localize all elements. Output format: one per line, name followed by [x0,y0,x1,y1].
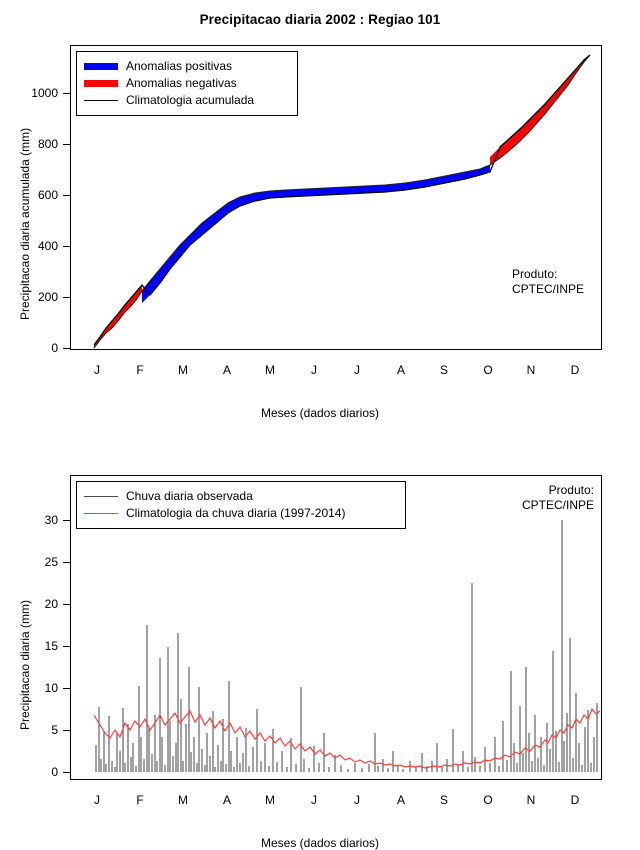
top-xtick-label: J [354,363,360,377]
legend-item-climatologia-chuva-diaria [84,505,396,522]
legend-swatch-red [84,80,118,87]
legend-label: Climatologia acumulada [126,93,255,107]
top-ytick-label: 0 [51,341,58,355]
bottom-ytick-mark [63,688,70,689]
page-title: Precipitacao diaria 2002 : Regiao 101 [199,12,441,27]
bottom-ytick-label: 30 [44,513,58,527]
legend-label: Chuva diaria observada [126,489,253,503]
top-xtick-label: J [94,363,100,377]
top-xtick-label: A [222,363,231,377]
bottom-ytick-label: 10 [44,681,58,695]
bottom-xtick-label: J [311,793,317,807]
legend-swatch-gray [84,496,118,497]
bottom-xtick-label: N [526,793,536,807]
top-ytick-mark [63,93,70,94]
bottom-ytick-label: 20 [44,597,58,611]
top-ytick-mark [63,144,70,145]
bottom-ytick-mark [63,772,70,773]
top-xtick-label: D [570,363,580,377]
bottom-produto-annotation [502,483,594,513]
top-xtick-label: O [483,363,493,377]
top-xtick-label: N [526,363,536,377]
legend-swatch-red [84,513,118,514]
bottom-xtick-label: A [396,793,405,807]
produto-line-2: CPTEC/INPE [521,498,594,512]
legend-item-climatologia-acumulada [84,92,288,109]
bottom-ytick-mark [63,520,70,521]
produto-line-1: Produto: [512,267,558,281]
bottom-xtick-label: M [178,793,188,807]
produto-line-1: Produto: [548,483,594,497]
bottom-ytick-mark [63,646,70,647]
top-xtick-label: F [136,363,144,377]
top-xtick-label: J [311,363,317,377]
top-ytick-mark [63,348,70,349]
daily-precipitation-chart [0,430,640,850]
legend-item-anomalias-negativas [84,75,288,92]
top-legend [76,51,298,116]
bottom-xtick-label: F [136,793,144,807]
bottom-ytick-label: 15 [44,639,58,653]
bottom-xtick-label: D [570,793,580,807]
bottom-x-axis-label: Meses (dados diarios) [260,836,380,850]
top-plot-area [31,45,602,377]
top-ytick-mark [63,246,70,247]
bottom-legend [76,481,406,529]
bottom-ytick-mark [63,604,70,605]
bottom-xtick-label: A [222,793,231,807]
bottom-ytick-mark [63,730,70,731]
top-ytick-label: 1000 [31,86,58,100]
top-xtick-label: A [396,363,405,377]
top-ytick-label: 400 [37,239,58,253]
top-x-axis-label: Meses (dados diarios) [260,406,380,420]
top-ytick-mark [63,195,70,196]
top-xtick-label: M [265,363,275,377]
bottom-xtick-label: S [439,793,448,807]
bottom-plot-area [44,475,602,807]
legend-swatch-black [84,100,118,101]
top-y-axis-label: Precipitacao diaria acumulada (mm) [18,127,32,320]
legend-swatch-blue [84,63,118,70]
legend-label: Anomalias negativas [126,76,237,90]
bottom-ytick-label: 0 [51,765,58,779]
top-xtick-label: S [439,363,448,377]
bottom-ytick-mark [63,562,70,563]
bottom-ytick-label: 5 [51,723,58,737]
bottom-ytick-label: 25 [44,555,58,569]
bottom-xtick-label: M [265,793,275,807]
legend-label: Climatologia da chuva diaria (1997-2014) [126,506,346,520]
bottom-xtick-label: J [354,793,360,807]
top-ytick-label: 800 [37,137,58,151]
legend-item-anomalias-positivas [84,58,288,75]
bottom-xtick-label: J [94,793,100,807]
top-ytick-label: 600 [37,188,58,202]
legend-item-chuva-diaria-observada [84,488,396,505]
legend-label: Anomalias positivas [126,59,233,73]
top-produto-annotation [512,267,584,297]
top-ytick-label: 200 [37,290,58,304]
top-ytick-mark [63,297,70,298]
bottom-y-axis-label: Precipitacao diaria (mm) [18,599,32,730]
produto-line-2: CPTEC/INPE [512,282,585,296]
bottom-xtick-label: O [483,793,493,807]
top-xtick-label: M [178,363,188,377]
